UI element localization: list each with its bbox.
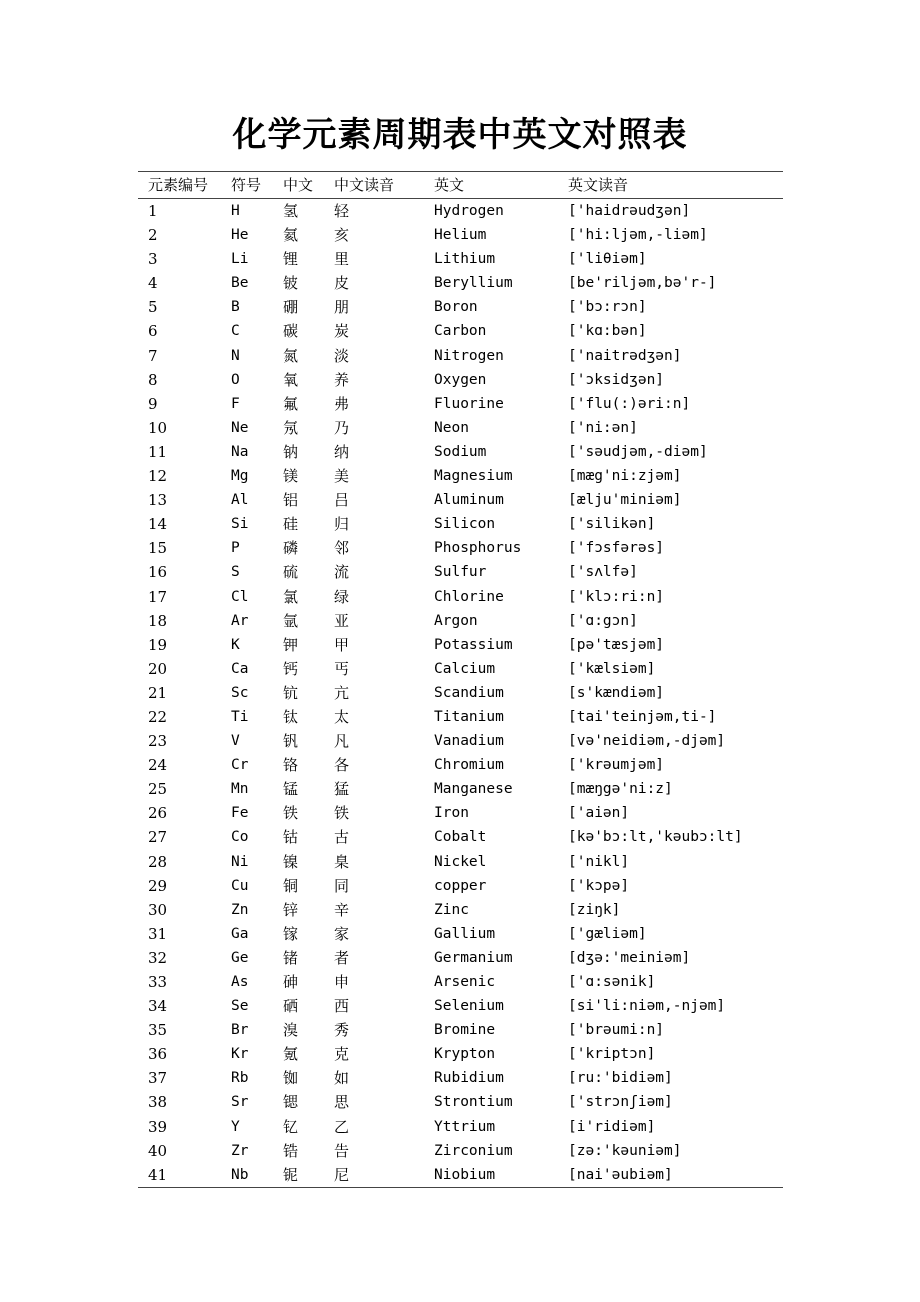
cell-english: Hydrogen [434, 203, 504, 219]
cell-english: Sodium [434, 443, 487, 460]
cell-english: Yttrium [434, 1118, 496, 1135]
cell-english-reading: [ælju'miniəm] [568, 492, 682, 509]
cell-chinese-reading: 如 [334, 1069, 350, 1088]
cell-english: Silicon [434, 516, 496, 533]
cell-english-reading: ['bɔ:rɔn] [568, 299, 647, 316]
cell-chinese-reading: 亚 [334, 611, 350, 630]
cell-english-reading: [pə'tæsjəm] [568, 636, 665, 653]
cell-chinese-reading: 归 [334, 515, 350, 534]
cell-number: 31 [148, 924, 168, 943]
cell-chinese-reading: 纳 [334, 442, 350, 461]
table-row [138, 464, 783, 488]
cell-symbol: Si [231, 516, 249, 533]
cell-english: Carbon [434, 323, 487, 340]
table-row [138, 609, 783, 633]
table-row [138, 874, 783, 898]
cell-chinese: 镁 [283, 467, 299, 486]
cell-symbol: B [231, 299, 240, 316]
cell-chinese: 钙 [283, 659, 299, 678]
cell-symbol: Ga [231, 925, 249, 942]
cell-number: 34 [148, 997, 168, 1016]
cell-number: 17 [148, 587, 168, 606]
cell-english-reading: ['kælsiəm] [568, 660, 656, 677]
cell-chinese-reading: 乙 [334, 1117, 350, 1136]
cell-chinese-reading: 家 [334, 924, 350, 943]
cell-english: Strontium [434, 1094, 513, 1111]
cell-chinese: 铝 [283, 491, 299, 510]
cell-chinese-reading: 太 [334, 707, 350, 726]
cell-number: 18 [148, 611, 168, 630]
cell-chinese: 砷 [283, 973, 299, 991]
cell-number: 25 [148, 780, 168, 799]
cell-number: 16 [148, 563, 168, 582]
cell-symbol: Sc [231, 684, 249, 701]
table-row [138, 1139, 783, 1163]
cell-english-reading: ['gæliəm] [568, 925, 647, 942]
cell-number: 1 [148, 202, 158, 220]
cell-english-reading: ['sʌlfə] [568, 564, 638, 581]
cell-symbol: Ne [231, 419, 249, 436]
cell-number: 27 [148, 828, 168, 847]
cell-chinese: 锂 [283, 250, 299, 269]
cell-number: 15 [148, 539, 168, 558]
cell-english-reading: [nai'əubiəm] [568, 1166, 673, 1183]
cell-chinese-reading: 西 [334, 997, 350, 1016]
table-row [138, 199, 783, 223]
cell-chinese-reading: 凡 [334, 732, 350, 751]
cell-english: Beryllium [434, 275, 513, 292]
cell-chinese-reading: 各 [334, 756, 350, 775]
cell-chinese-reading: 古 [334, 828, 350, 847]
table-row [138, 1163, 783, 1187]
table-row [138, 223, 783, 247]
cell-symbol: Y [231, 1118, 240, 1135]
cell-english-reading: [dʒə:'meiniəm] [568, 949, 691, 966]
cell-symbol: O [231, 371, 240, 388]
table-row [138, 1066, 783, 1090]
header-chinese: 中文 [283, 176, 314, 194]
cell-chinese-reading: 秀 [334, 1021, 350, 1040]
table-row [138, 585, 783, 609]
cell-chinese: 钴 [283, 828, 299, 847]
cell-english: Sulfur [434, 564, 487, 581]
cell-english: Zirconium [434, 1142, 513, 1159]
cell-symbol: N [231, 347, 240, 364]
cell-chinese-reading: 淡 [334, 346, 350, 365]
cell-symbol: Nb [231, 1166, 249, 1183]
cell-symbol: Br [231, 1022, 249, 1039]
header-chinese-reading: 中文读音 [334, 176, 395, 194]
cell-english-reading: [s'kændiəm] [568, 684, 665, 701]
table-bottom-rule [138, 1187, 783, 1188]
table-row [138, 681, 783, 705]
cell-chinese: 硼 [283, 298, 299, 317]
cell-chinese: 镓 [283, 924, 299, 943]
cell-chinese-reading: 臬 [334, 852, 350, 871]
table-row [138, 922, 783, 946]
cell-chinese: 铍 [283, 274, 299, 293]
cell-english-reading: ['haidrəudʒən] [568, 203, 691, 219]
cell-number: 19 [148, 635, 168, 654]
cell-number: 36 [148, 1045, 168, 1064]
cell-english-reading: ['kɑ:bən] [568, 323, 647, 340]
table-row [138, 729, 783, 753]
table-row [138, 753, 783, 777]
cell-number: 32 [148, 948, 168, 967]
cell-symbol: Co [231, 829, 249, 846]
cell-english-reading: ['ɑ:sənik] [568, 974, 656, 990]
cell-english-reading: ['hi:ljəm,-liəm] [568, 227, 708, 244]
cell-english: Iron [434, 805, 469, 822]
cell-chinese-reading: 炭 [334, 322, 350, 341]
cell-english: Manganese [434, 781, 513, 798]
cell-english-reading: ['silikən] [568, 516, 656, 533]
table-row [138, 657, 783, 681]
cell-chinese: 氯 [283, 587, 299, 606]
cell-chinese: 钾 [283, 635, 299, 654]
cell-chinese-reading: 弗 [334, 394, 350, 413]
cell-english-reading: ['ni:ən] [568, 419, 638, 436]
cell-symbol: Be [231, 275, 249, 292]
cell-number: 22 [148, 707, 168, 726]
cell-symbol: P [231, 540, 240, 557]
table-row [138, 1018, 783, 1042]
cell-chinese-reading: 丐 [334, 659, 350, 678]
cell-chinese: 钠 [283, 442, 299, 461]
table-row [138, 295, 783, 319]
cell-symbol: Kr [231, 1046, 249, 1063]
table-row [138, 994, 783, 1018]
cell-chinese-reading: 养 [334, 370, 350, 389]
cell-english-reading: ['səudjəm,-diəm] [568, 443, 708, 460]
cell-chinese: 硒 [283, 997, 299, 1016]
cell-english-reading: ['brəumi:n] [568, 1022, 665, 1039]
cell-english-reading: ['aiən] [568, 805, 630, 822]
cell-chinese-reading: 甲 [334, 635, 350, 654]
cell-chinese: 氪 [283, 1045, 299, 1064]
cell-chinese: 钒 [283, 732, 299, 751]
cell-number: 10 [148, 418, 168, 437]
cell-english-reading: ['fɔsfərəs] [568, 540, 665, 557]
cell-english-reading: ['kriptɔn] [568, 1046, 656, 1063]
cell-chinese: 碳 [283, 322, 299, 341]
cell-english-reading: [zə:'kəuniəm] [568, 1142, 682, 1159]
cell-chinese-reading: 绿 [334, 587, 350, 606]
cell-chinese-reading: 朋 [334, 298, 350, 317]
cell-number: 3 [148, 250, 158, 269]
cell-english: Vanadium [434, 733, 504, 750]
page-title: 化学元素周期表中英文对照表 [232, 115, 688, 155]
cell-number: 23 [148, 732, 168, 751]
cell-number: 13 [148, 491, 168, 510]
cell-english: Nitrogen [434, 347, 504, 364]
cell-number: 40 [148, 1141, 168, 1160]
cell-symbol: S [231, 564, 240, 581]
cell-symbol: Sr [231, 1094, 249, 1111]
cell-symbol: Zr [231, 1142, 249, 1159]
table-row [138, 801, 783, 825]
cell-symbol: Ni [231, 853, 249, 870]
cell-chinese-reading: 思 [334, 1093, 350, 1112]
cell-chinese: 氖 [283, 418, 299, 437]
cell-symbol: F [231, 395, 240, 412]
cell-chinese: 氢 [283, 202, 299, 220]
cell-number: 2 [148, 226, 158, 245]
cell-chinese-reading: 亥 [334, 226, 350, 245]
cell-symbol: H [231, 203, 240, 219]
cell-chinese: 溴 [283, 1021, 299, 1040]
cell-number: 8 [148, 370, 158, 389]
cell-number: 41 [148, 1165, 168, 1184]
cell-english: Cobalt [434, 829, 487, 846]
cell-chinese-reading: 猛 [334, 780, 350, 799]
cell-english-reading: ['klɔ:ri:n] [568, 588, 665, 605]
cell-english: Gallium [434, 925, 496, 942]
cell-chinese: 锆 [283, 1141, 299, 1160]
cell-english-reading: [ziŋk] [568, 901, 621, 918]
table-row [138, 488, 783, 512]
table-row [138, 368, 783, 392]
cell-symbol: Ge [231, 949, 249, 966]
cell-symbol: Na [231, 443, 249, 460]
cell-symbol: Cr [231, 757, 249, 774]
table-header-row [138, 172, 783, 198]
cell-number: 12 [148, 467, 168, 486]
table-row [138, 392, 783, 416]
element-table [138, 171, 783, 1188]
cell-chinese: 锶 [283, 1093, 299, 1112]
cell-english: Calcium [434, 660, 496, 677]
cell-chinese: 氩 [283, 611, 299, 630]
table-row [138, 970, 783, 994]
cell-number: 35 [148, 1021, 168, 1040]
cell-english-reading: ['krəumjəm] [568, 757, 665, 774]
cell-chinese-reading: 亢 [334, 683, 350, 702]
cell-english: Germanium [434, 949, 513, 966]
cell-symbol: As [231, 974, 249, 990]
cell-english-reading: [kə'bɔ:lt,'kəubɔ:lt] [568, 829, 743, 846]
cell-number: 14 [148, 515, 168, 534]
cell-number: 11 [148, 442, 168, 461]
cell-english: Scandium [434, 684, 504, 701]
cell-english: Phosphorus [434, 540, 522, 557]
cell-chinese: 钛 [283, 707, 299, 726]
cell-symbol: Rb [231, 1070, 249, 1087]
cell-english: Nickel [434, 853, 487, 870]
cell-symbol: He [231, 227, 249, 244]
table-body [138, 199, 783, 1187]
cell-chinese: 铌 [283, 1165, 299, 1184]
table-row [138, 1115, 783, 1139]
cell-symbol: Ar [231, 612, 249, 629]
table-row [138, 825, 783, 849]
cell-number: 37 [148, 1069, 168, 1088]
cell-chinese: 钇 [283, 1117, 299, 1136]
cell-chinese-reading: 里 [334, 250, 350, 269]
cell-english-reading: ['ɔksidʒən] [568, 371, 665, 388]
cell-number: 33 [148, 973, 168, 991]
cell-number: 6 [148, 322, 158, 341]
cell-english-reading: [və'neidiəm,-djəm] [568, 733, 726, 750]
cell-chinese-reading: 者 [334, 948, 350, 967]
header-number: 元素编号 [148, 176, 209, 194]
cell-number: 29 [148, 876, 168, 895]
cell-chinese: 氟 [283, 394, 299, 413]
cell-english: Bromine [434, 1022, 496, 1039]
cell-english: Boron [434, 299, 478, 316]
cell-number: 20 [148, 659, 168, 678]
cell-number: 21 [148, 683, 168, 702]
cell-english: Lithium [434, 251, 496, 268]
cell-chinese: 硅 [283, 515, 299, 534]
cell-chinese-reading: 告 [334, 1141, 350, 1160]
cell-english-reading: ['flu(:)əri:n] [568, 395, 691, 412]
table-row [138, 247, 783, 271]
cell-number: 7 [148, 346, 158, 365]
table-row [138, 440, 783, 464]
cell-english-reading: [tai'teinjəm,ti-] [568, 708, 717, 725]
cell-english: Helium [434, 227, 487, 244]
cell-english-reading: ['liθiəm] [568, 251, 647, 268]
cell-english: Argon [434, 612, 478, 629]
table-row [138, 344, 783, 368]
cell-english: Niobium [434, 1166, 496, 1183]
cell-english: Chlorine [434, 588, 504, 605]
cell-symbol: Al [231, 492, 249, 509]
table-row [138, 946, 783, 970]
cell-english: Potassium [434, 636, 513, 653]
cell-english-reading: ['naitrədʒən] [568, 347, 682, 364]
cell-number: 24 [148, 756, 168, 775]
table-row [138, 777, 783, 801]
cell-english: Arsenic [434, 974, 496, 990]
cell-chinese: 铜 [283, 876, 299, 895]
cell-number: 38 [148, 1093, 168, 1112]
cell-english: Fluorine [434, 395, 504, 412]
cell-symbol: V [231, 733, 240, 750]
cell-english: Titanium [434, 708, 504, 725]
table-row [138, 512, 783, 536]
cell-chinese: 氦 [283, 226, 299, 245]
cell-english: Zinc [434, 901, 469, 918]
cell-chinese-reading: 克 [334, 1045, 350, 1064]
cell-english-reading: [mæŋgə'ni:z] [568, 781, 673, 798]
table-row [138, 850, 783, 874]
cell-number: 39 [148, 1117, 168, 1136]
cell-number: 26 [148, 804, 168, 823]
cell-english-reading: ['strɔnʃiəm] [568, 1094, 673, 1111]
cell-symbol: Mg [231, 468, 249, 485]
cell-chinese-reading: 邻 [334, 539, 350, 558]
cell-english-reading: [mæg'ni:zjəm] [568, 468, 682, 485]
cell-chinese: 钪 [283, 683, 299, 702]
cell-chinese-reading: 吕 [334, 491, 350, 510]
cell-english: Selenium [434, 998, 504, 1015]
cell-english-reading: [be'riljəm,bə'r-] [568, 275, 717, 292]
cell-english-reading: [ru:'bidiəm] [568, 1070, 673, 1087]
cell-english: Krypton [434, 1046, 496, 1063]
header-english: 英文 [434, 176, 465, 194]
cell-english: Oxygen [434, 371, 487, 388]
cell-english: Rubidium [434, 1070, 504, 1087]
cell-symbol: K [231, 636, 240, 653]
cell-chinese-reading: 申 [334, 973, 350, 991]
cell-chinese-reading: 辛 [334, 900, 350, 919]
cell-chinese: 铷 [283, 1069, 299, 1088]
header-symbol: 符号 [231, 176, 262, 194]
cell-symbol: Mn [231, 781, 249, 798]
cell-english: Magnesium [434, 468, 513, 485]
table-row [138, 898, 783, 922]
table-row [138, 416, 783, 440]
cell-chinese: 锰 [283, 780, 299, 799]
cell-symbol: Se [231, 998, 249, 1015]
cell-chinese: 镍 [283, 852, 299, 871]
cell-english: Aluminum [434, 492, 504, 509]
table-row [138, 633, 783, 657]
cell-english-reading: ['nikl] [568, 853, 630, 870]
cell-chinese-reading: 乃 [334, 418, 350, 437]
table-row [138, 1090, 783, 1114]
cell-number: 4 [148, 274, 158, 293]
cell-number: 30 [148, 900, 168, 919]
table-row [138, 536, 783, 560]
cell-symbol: Cu [231, 877, 249, 894]
cell-number: 28 [148, 852, 168, 871]
cell-chinese-reading: 同 [334, 876, 350, 895]
table-row [138, 1042, 783, 1066]
cell-chinese-reading: 流 [334, 563, 350, 582]
cell-chinese: 氮 [283, 346, 299, 365]
cell-chinese: 磷 [283, 539, 299, 558]
table-row [138, 319, 783, 343]
cell-chinese-reading: 美 [334, 467, 350, 486]
cell-symbol: Ti [231, 708, 249, 725]
cell-symbol: C [231, 323, 240, 340]
cell-chinese-reading: 铁 [334, 804, 350, 823]
header-english-reading: 英文读音 [568, 176, 629, 194]
cell-chinese: 锗 [283, 948, 299, 967]
cell-number: 5 [148, 298, 158, 317]
table-row [138, 271, 783, 295]
cell-english: copper [434, 877, 487, 894]
cell-english: Neon [434, 419, 469, 436]
cell-symbol: Zn [231, 901, 249, 918]
cell-english-reading: ['ɑ:gɔn] [568, 612, 638, 629]
cell-symbol: Li [231, 251, 249, 268]
cell-chinese: 锌 [283, 900, 299, 919]
cell-english: Chromium [434, 757, 504, 774]
table-row [138, 705, 783, 729]
cell-symbol: Fe [231, 805, 249, 822]
cell-chinese-reading: 轻 [334, 202, 350, 220]
cell-english-reading: [i'ridiəm] [568, 1118, 656, 1135]
cell-chinese: 铁 [283, 804, 299, 823]
cell-english-reading: [si'li:niəm,-njəm] [568, 998, 726, 1015]
cell-english-reading: ['kɔpə] [568, 877, 630, 894]
cell-symbol: Ca [231, 660, 249, 677]
cell-chinese: 铬 [283, 756, 299, 775]
cell-chinese-reading: 皮 [334, 274, 350, 293]
cell-chinese-reading: 尼 [334, 1165, 350, 1184]
table-row [138, 560, 783, 584]
cell-chinese: 氧 [283, 370, 299, 389]
cell-number: 9 [148, 394, 158, 413]
cell-chinese: 硫 [283, 563, 299, 582]
cell-symbol: Cl [231, 588, 249, 605]
